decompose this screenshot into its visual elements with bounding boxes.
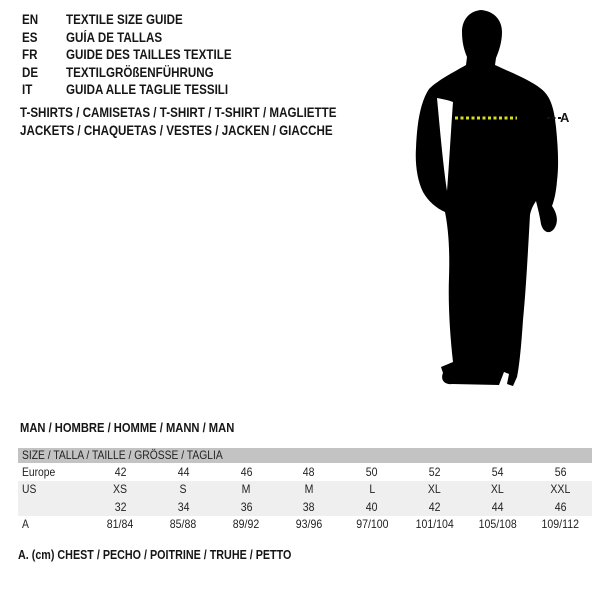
table-row-europe	[18, 463, 592, 481]
language-title: TEXTILE SIZE GUIDE	[66, 12, 183, 27]
size-cell-value: 97/100	[355, 517, 389, 532]
language-list	[22, 11, 259, 99]
size-cell	[403, 482, 466, 496]
row-label-text: US	[22, 482, 37, 497]
category-line-tshirts: T-SHIRTS / CAMISETAS / T-SHIRT / T-SHIRT / MAGLIETTE	[20, 105, 337, 120]
size-cell	[215, 482, 278, 496]
size-cell	[215, 500, 278, 514]
size-cell	[466, 482, 529, 496]
row-label	[18, 517, 89, 531]
size-cell	[89, 517, 152, 531]
size-cell-value: 50	[366, 464, 378, 479]
size-cell	[341, 517, 404, 531]
man-silhouette-figure	[400, 5, 575, 395]
size-cell-value: L	[368, 482, 375, 497]
size-cell	[466, 500, 529, 514]
language-title: GUIDE DES TAILLES TEXTILE	[66, 47, 232, 62]
size-cell-value: 56	[554, 464, 567, 479]
language-row	[22, 64, 259, 82]
row-label	[18, 465, 89, 479]
category-line-jackets: JACKETS / CHAQUETAS / VESTES / JACKEN / GIACCHE	[20, 123, 333, 138]
size-cell	[278, 465, 341, 479]
size-cell	[341, 500, 404, 514]
size-cell-value: 105/108	[478, 517, 517, 532]
language-row	[22, 81, 259, 99]
size-cell	[403, 465, 466, 479]
language-row	[22, 11, 259, 29]
size-table	[18, 448, 592, 533]
category-list	[20, 104, 388, 140]
language-code: IT	[22, 82, 33, 97]
section-title-text: MAN / HOMBRE / HOMME / MANN / MAN	[20, 420, 235, 435]
size-cell-value: 46	[240, 464, 253, 479]
man-silhouette-svg	[400, 5, 575, 395]
size-cell	[278, 500, 341, 514]
size-cell-value: 44	[177, 464, 190, 479]
language-row	[22, 46, 259, 64]
table-row-numeric	[18, 498, 592, 516]
size-cell	[529, 465, 592, 479]
size-cell	[152, 465, 215, 479]
size-cell	[403, 517, 466, 531]
size-cell-value: 36	[240, 499, 253, 514]
size-cell-value: 42	[114, 464, 127, 479]
size-cell-value: 85/88	[170, 517, 197, 532]
language-code: DE	[22, 64, 39, 80]
size-cell-value: XL	[491, 482, 505, 497]
size-cell	[215, 465, 278, 479]
size-cell-value: 34	[177, 499, 190, 514]
size-cell	[341, 482, 404, 496]
size-table-header-text: SIZE / TALLA / TAILLE / GRÖSSE / TAGLIA	[22, 448, 223, 462]
size-cell	[529, 500, 592, 514]
size-cell	[466, 517, 529, 531]
size-cell-value: 48	[303, 464, 315, 479]
table-row-us	[18, 481, 592, 499]
size-cell-value: 101/104	[415, 517, 454, 532]
language-title: GUÍA DE TALLAS	[66, 29, 163, 45]
row-label-text: Europe	[22, 464, 56, 479]
size-cell	[152, 482, 215, 496]
size-cell-value: 42	[428, 499, 441, 514]
language-title: GUIDA ALLE TAGLIE TESSILI	[66, 82, 229, 97]
size-cell-value: 52	[428, 464, 441, 479]
measure-label-a: A	[560, 110, 570, 125]
section-title-man	[20, 420, 269, 435]
language-title: TEXTILGRÖßENFÜHRUNG	[66, 64, 214, 80]
language-code: EN	[22, 12, 39, 27]
size-cell-value: XS	[113, 482, 128, 497]
size-cell-value: 38	[303, 499, 315, 514]
size-cell	[278, 517, 341, 531]
size-cell	[529, 517, 592, 531]
size-cell	[152, 500, 215, 514]
row-label	[18, 482, 89, 496]
table-row-chest-a	[18, 516, 592, 534]
size-cell-value: 109/112	[541, 517, 580, 532]
language-code: FR	[22, 47, 38, 62]
measurement-footnote	[18, 548, 336, 562]
size-cell-value: 32	[114, 499, 127, 514]
measurement-footnote-text: A. (cm) CHEST / PECHO / POITRINE / TRUHE / PETTO	[18, 548, 292, 562]
size-cell-value: 40	[366, 499, 378, 514]
size-cell	[278, 482, 341, 496]
row-label	[18, 500, 89, 514]
size-cell	[341, 465, 404, 479]
size-cell-value: 89/92	[232, 517, 260, 532]
size-cell-value: XXL	[550, 482, 571, 497]
size-table-header	[18, 448, 592, 463]
size-cell-value: 46	[554, 499, 567, 514]
man-silhouette-shape	[416, 10, 558, 386]
size-cell	[89, 500, 152, 514]
language-row	[22, 29, 259, 47]
size-cell	[403, 500, 466, 514]
size-cell-value: 93/96	[295, 517, 323, 532]
size-cell	[89, 482, 152, 496]
size-cell-value: XL	[428, 482, 442, 497]
row-label-text: A	[22, 517, 29, 532]
size-cell-value: S	[179, 482, 187, 497]
size-cell-value: 81/84	[107, 517, 134, 532]
size-cell	[152, 517, 215, 531]
size-cell	[215, 517, 278, 531]
language-code: ES	[22, 29, 38, 45]
size-cell	[466, 465, 529, 479]
size-cell-value: M	[304, 482, 314, 497]
size-cell-value: M	[241, 482, 251, 497]
size-cell-value: 44	[491, 499, 504, 514]
size-cell-value: 54	[491, 464, 504, 479]
size-cell	[529, 482, 592, 496]
size-cell	[89, 465, 152, 479]
